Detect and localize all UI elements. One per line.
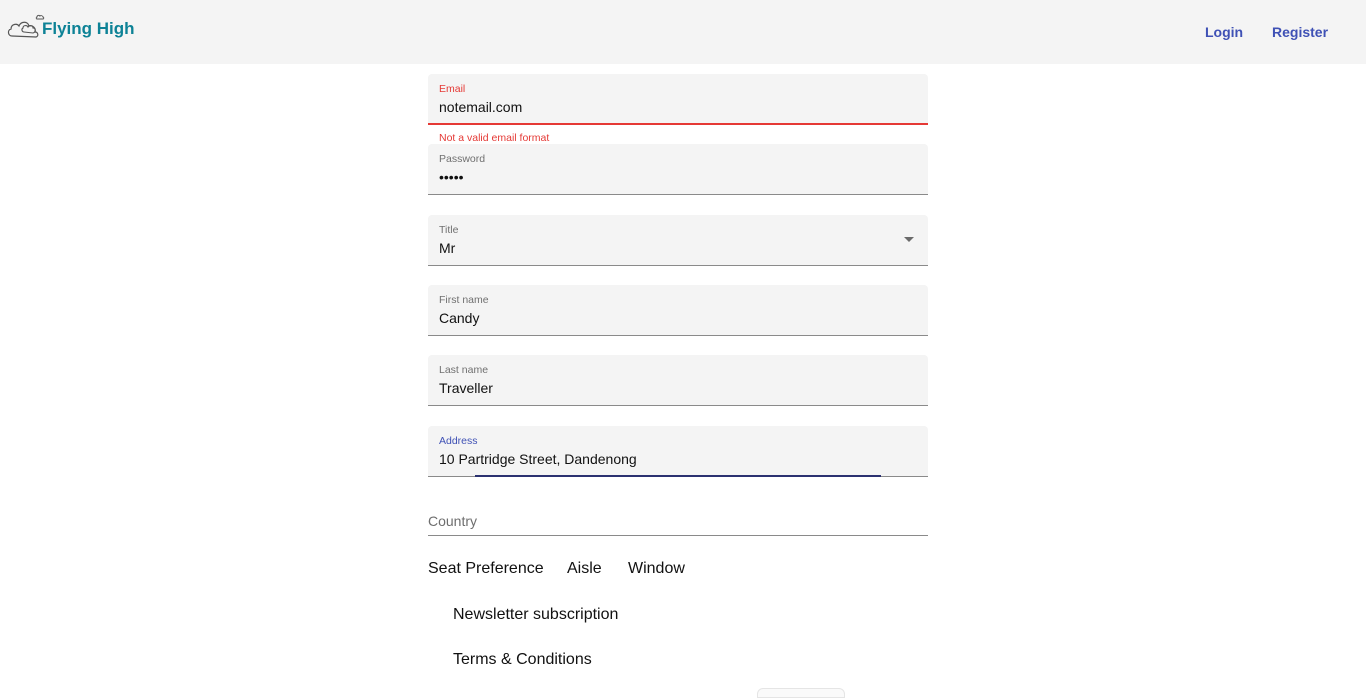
email-error-message: Not a valid email format	[439, 132, 550, 144]
title-label: Title	[439, 224, 459, 236]
country-placeholder: Country	[428, 513, 478, 529]
password-label: Password	[439, 153, 486, 165]
first-name-label: First name	[439, 294, 489, 306]
seat-option-aisle[interactable]: Aisle	[567, 560, 602, 577]
seat-option-window[interactable]: Window	[628, 560, 685, 577]
first-name-field[interactable]	[428, 285, 928, 336]
title-value[interactable]: Mr	[439, 240, 456, 256]
country-field[interactable]	[428, 503, 928, 536]
address-field[interactable]	[428, 426, 928, 477]
brand-logo[interactable]	[6, 10, 135, 44]
address-label: Address	[439, 435, 478, 447]
email-label: Email	[439, 83, 466, 95]
submit-button[interactable]	[757, 688, 845, 698]
brand-name: Flying High	[42, 19, 135, 38]
register-link[interactable]: Register	[1272, 24, 1329, 40]
email-field[interactable]	[428, 74, 928, 125]
cloud-logo-icon	[6, 10, 46, 44]
newsletter-checkbox[interactable]: Newsletter subscription	[453, 606, 619, 623]
last-name-value[interactable]: Traveller	[439, 380, 493, 396]
login-link[interactable]: Login	[1205, 24, 1244, 40]
email-value[interactable]: notemail.com	[439, 99, 523, 115]
focus-underline	[475, 475, 881, 477]
first-name-value[interactable]: Candy	[439, 310, 480, 326]
dropdown-arrow-icon[interactable]	[904, 237, 914, 242]
password-value[interactable]: •••••	[439, 169, 464, 185]
terms-checkbox[interactable]: Terms & Conditions	[453, 651, 592, 668]
address-value[interactable]: 10 Partridge Street, Dandenong	[439, 451, 637, 467]
title-select[interactable]	[428, 215, 928, 266]
last-name-field[interactable]	[428, 355, 928, 406]
seat-preference-label: Seat Preference	[428, 560, 544, 577]
top-app-bar	[0, 0, 1366, 64]
password-field[interactable]	[428, 144, 928, 195]
last-name-label: Last name	[439, 364, 489, 376]
